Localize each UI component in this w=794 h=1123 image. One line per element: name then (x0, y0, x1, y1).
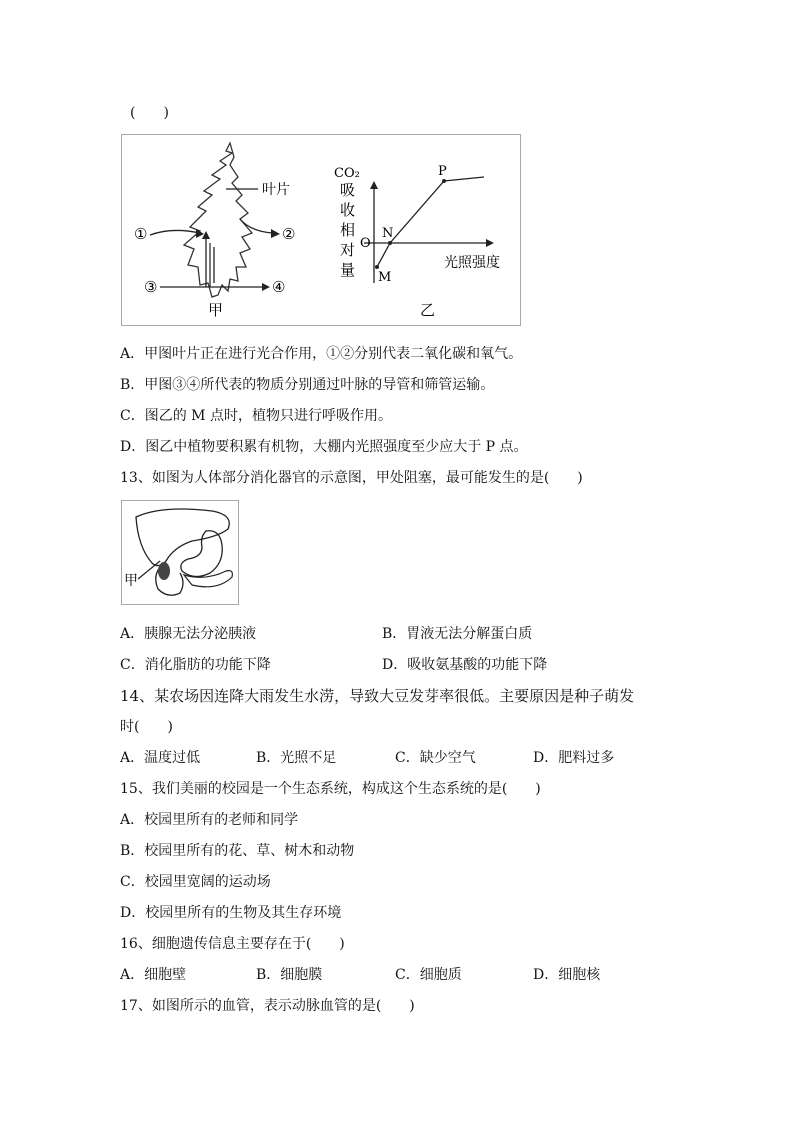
q12-option-a: A．甲图叶片正在进行光合作用，①②分别代表二氧化碳和氧气。 (120, 346, 523, 362)
q14-stem-line1: 14、某农场因连降大雨发生水涝，导致大豆发芽率很低。主要原因是种子萌发 (120, 687, 635, 705)
liver-shape (136, 509, 229, 566)
photosynthesis-curve (377, 177, 484, 267)
arrow-2-head (271, 229, 280, 238)
x-axis-label: 光照强度 (444, 255, 500, 271)
q16-option-d: D．细胞核 (533, 967, 601, 983)
y-axis-char-0: CO₂ (334, 166, 360, 181)
q12-figure (121, 134, 521, 326)
point-n-dot (388, 241, 392, 245)
arrow-1 (150, 230, 200, 235)
q13-option-c: C．消化脂肪的功能下降 (120, 657, 271, 673)
q17-stem: 17、如图所示的血管，表示动脉血管的是( ) (120, 998, 415, 1014)
q15-option-c: C．校园里宽阔的运动场 (120, 874, 271, 890)
q13-option-b: B．胃液无法分解蛋白质 (382, 626, 533, 642)
y-axis-char-2: 收 (340, 201, 356, 219)
leaf-outline (184, 143, 252, 297)
point-n: N (382, 226, 394, 241)
point-p: P (438, 164, 447, 179)
marker-4: ④ (272, 278, 286, 296)
label-yi: 乙 (420, 301, 436, 319)
arrow-up-head (202, 231, 210, 239)
gallbladder-shape (158, 562, 170, 580)
point-o: O (360, 236, 371, 251)
q13-stem: 13、如图为人体部分消化器官的示意图，甲处阻塞，最可能发生的是( ) (120, 470, 583, 486)
q14-option-a: A．温度过低 (120, 750, 201, 766)
q13-figure-svg (122, 501, 238, 604)
pancreas-shape (184, 571, 232, 587)
stomach-shape (181, 531, 222, 577)
q14-option-b: B．光照不足 (256, 750, 337, 766)
q15-stem: 15、我们美丽的校园是一个生态系统，构成这个生态系统的是( ) (120, 781, 541, 797)
marker-3: ③ (144, 278, 158, 296)
q13-option-a: A．胰腺无法分泌胰液 (120, 626, 257, 642)
arrow-2 (240, 219, 272, 233)
x-axis-arrow (486, 239, 494, 247)
point-p-dot (442, 179, 446, 183)
y-axis-arrow (370, 181, 378, 189)
y-axis-char-4: 对 (340, 241, 356, 259)
q13-figure-label: 甲 (124, 573, 138, 589)
q12-option-c: C．图乙的 M 点时，植物只进行呼吸作用。 (120, 408, 392, 424)
q16-option-a: A．细胞壁 (120, 967, 187, 983)
q16-option-c: C．细胞质 (395, 967, 462, 983)
q14-option-c: C．缺少空气 (395, 750, 476, 766)
q16-option-b: B．细胞膜 (256, 967, 323, 983)
marker-2: ② (282, 225, 296, 243)
point-m-dot (375, 265, 379, 269)
y-axis-char-1: 吸 (340, 181, 356, 199)
q12-stem-tail: ( ) (130, 105, 169, 121)
q13-figure (121, 500, 239, 605)
q14-option-d: D．肥料过多 (533, 750, 615, 766)
jia-pointer (138, 561, 160, 579)
marker-1: ① (134, 225, 148, 243)
q15-option-d: D．校园里所有的生物及其生存环境 (120, 905, 342, 921)
q16-stem: 16、细胞遗传信息主要存在于( ) (120, 936, 345, 952)
q13-option-d: D．吸收氨基酸的功能下降 (382, 657, 548, 673)
q14-stem-line2: 时( ) (120, 719, 173, 735)
q12-option-b: B．甲图③④所代表的物质分别通过叶脉的导管和筛管运输。 (120, 377, 495, 393)
q15-option-a: A．校园里所有的老师和同学 (120, 812, 299, 828)
y-axis-char-3: 相 (340, 221, 356, 239)
label-jia: 甲 (208, 301, 224, 319)
arrow-4-head (262, 283, 270, 291)
label-leaf: 叶片 (262, 182, 290, 198)
q12-figure-svg (122, 135, 520, 325)
q12-option-d: D．图乙中植物要积累有机物，大棚内光照强度至少应大于 P 点。 (120, 439, 528, 455)
point-m: M (378, 270, 392, 285)
y-axis-char-5: 量 (340, 261, 356, 279)
q15-option-b: B．校园里所有的花、草、树木和动物 (120, 843, 355, 859)
